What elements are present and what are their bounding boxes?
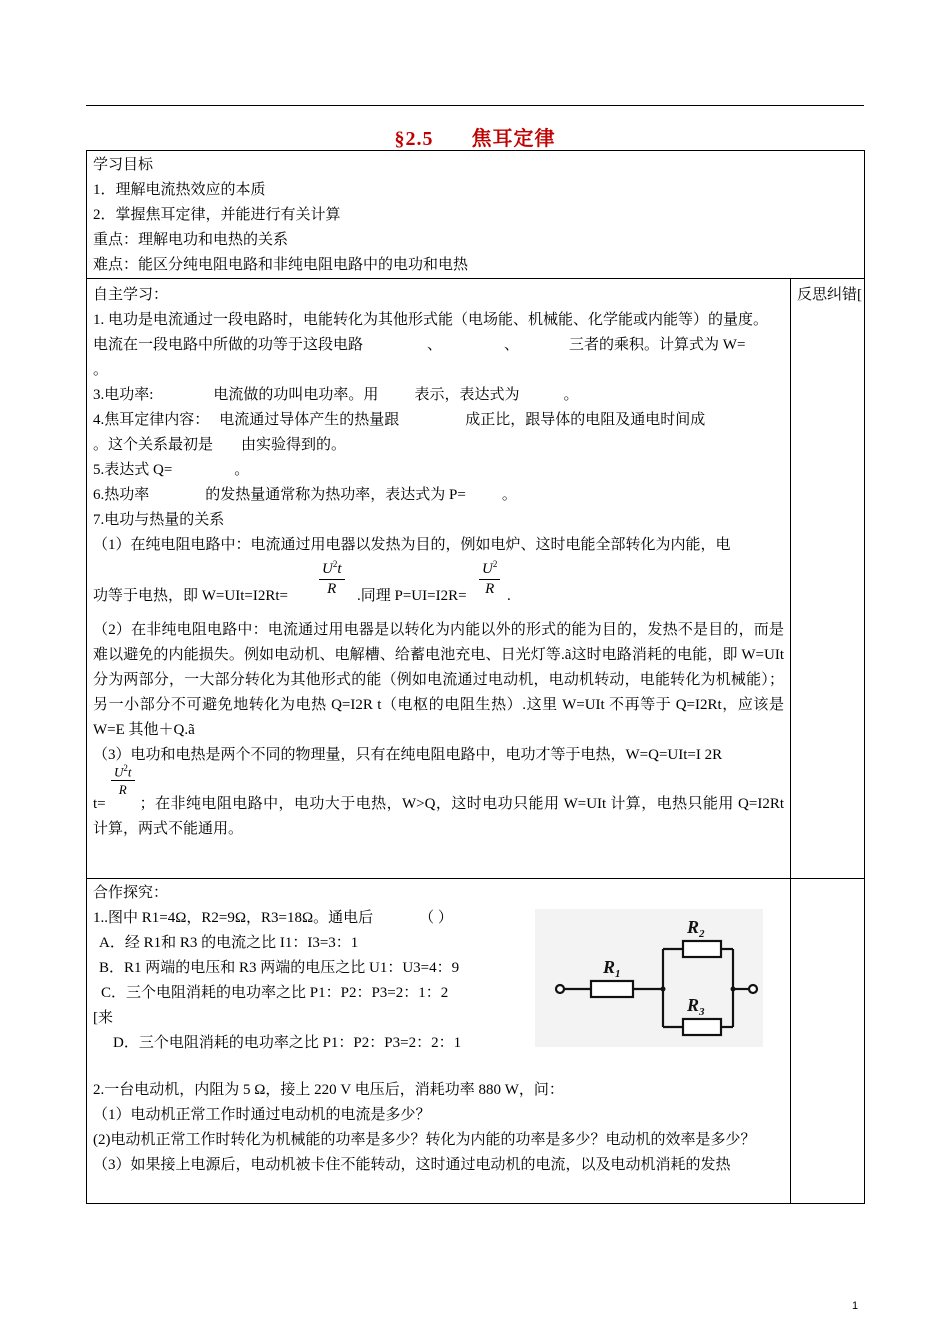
fraction-u2t-over-r-small: $\frac{U^2t}{R}$ <box>111 764 135 796</box>
goal-item: 难点：能区分纯电阻电路和非纯电阻电路中的电功和电热 <box>93 257 469 273</box>
header-rule <box>86 105 864 106</box>
title-text: 焦耳定律 <box>471 128 556 150</box>
goal-item: 2．掌握焦耳定律，并能进行有关计算 <box>93 207 341 223</box>
para-joule-law: 4.焦耳定律内容： 电流通过导体产生的热量跟 成正比，跟导体的电阻及通电时间成 <box>93 412 706 428</box>
case-2: （2）在非纯电阻电路中：电流通过用电器是以转化为内能以外的形式的能为目的，发热不是目的，而是难以避免的内能损失。例如电动机、电解槽、给蓄电池充电、日光灯等.ã这时电路消耗的电能，即 W=UIt 分为两部分，一大部分转化为其他形式的能（例如电流通过电动机，电动机转动，电能转化为机械能）；另一小部分不可避免地转化为电热 Q=I2R t（电枢的电阻生热）.这里 W=UIt 不再等于 Q=I2Rt，应该是 W=E 其他＋Q.ã <box>93 622 784 738</box>
coop-heading: 合作探究： <box>93 885 169 901</box>
option-c: C．三个电阻消耗的电功率之比 P1：P2：P3=2：1：2 <box>101 985 449 1001</box>
resistor-r1 <box>591 981 633 997</box>
case-1-line-1: （1）在纯电阻电路中：电流通过用电器以发热为目的，例如电炉、这时电能全部转化为内能，电 <box>93 537 731 553</box>
page-title <box>0 122 950 151</box>
fraction-u2-over-r: $\frac{U^2}{R}$ <box>479 560 500 597</box>
para-power: 3.电功率: 电流做的功叫电功率。用 表示，表达式为 。 <box>93 387 579 403</box>
question-2-part-2: (2)电动机正常工作时转化为机械能的功率是多少？转化为内能的功率是多少？电动机的效率是多少？ <box>93 1132 756 1148</box>
option-b: B．R1 两端的电压和 R3 两端的电压之比 U1：U3=4：9 <box>99 960 460 976</box>
goal-item: 1．理解电流热效应的本质 <box>93 182 266 198</box>
page-number: 1 <box>852 1300 859 1312</box>
option-a: A．经 R1和 R3 的电流之比 I1：I3=3：1 <box>99 935 359 951</box>
option-d: D．三个电阻消耗的电功率之比 P1：P2：P3=2：2：1 <box>113 1035 462 1051</box>
goal-item: 重点：理解电功和电热的关系 <box>93 232 289 248</box>
reflection-cell <box>791 279 865 879</box>
r2-label: $R_2$ <box>687 917 705 940</box>
para-expression: 5.表达式 Q= 。 <box>93 462 250 478</box>
question-2: 2.一台电动机，内阻为 5 Ω，接上 220 V 电压后，消耗功率 880 W，问： <box>93 1082 564 1098</box>
para-work-formula: 电流在一段电路中所做的功等于这段电路 、 、 三者的乘积。计算式为 W= <box>93 337 746 353</box>
self-study-row <box>87 279 865 879</box>
case-3-line-1: （3）电功和电热是两个不同的物理量，只有在纯电阻电路中，电功才等于电热，W=Q=UIt=I 2R <box>93 747 723 763</box>
fraction-u2t-over-r: $\frac{U^2t}{R}$ <box>319 560 345 597</box>
section-number: §2.5 <box>394 128 434 150</box>
resistor-r3 <box>683 1019 721 1035</box>
reflection-label: 反思纠错[ <box>797 287 862 303</box>
r1-label: $R_1$ <box>603 957 621 980</box>
question-2-part-3: （3）如果接上电源后，电动机被卡住不能转动，这时通过电动机的电流，以及电动机消耗的发热 <box>93 1157 731 1173</box>
para-electric-work: 1. 电功是电流通过一段电路时，电能转化为其他形式能（电场能、机械能、化学能或内能等）的量度。 <box>93 312 769 328</box>
r3-label: $R_3$ <box>687 995 705 1018</box>
goals-cell <box>87 151 865 279</box>
coop-reflection-cell <box>791 879 865 1204</box>
para-relation-heading: 7.电功与热量的关系 <box>93 512 225 528</box>
option-c-source: [来 <box>93 1010 113 1026</box>
para-heat-power: 6.热功率 的发热量通常称为热功率，表达式为 P= 。 <box>93 487 517 503</box>
case-1-line-2: 功等于电热，即 W=UIt=I2Rt= $\frac{U^2t}{R}$ .同理 P=UI=I2R= $\frac{U^2}{R}$ . <box>93 559 511 604</box>
self-study-cell: 自主学习： 1. 电功是电流通过一段电路时，电能转化为其他形式能（电场能、机械能、化学能或内能等）的量度。 电流在一段电路中所做的功等于这段电路 、 、 三者的乘积。计算式为 W= 。 3.电功率: 电流做的功叫电功率。用 表示，表达式为 。 4.焦耳定律内容： 电流通过导体产生的热量跟 成正比，跟导体的电阻及通电时间成 。这个关系最初是 由实验得到的。 5.表达式 Q= 。 6.热功率 的发热量通常称为热功率，表达式为 P= 。 7.电功与热量的关系 （1）在纯电阻电路中：电流通过用电器以发热为目的，例如电炉、这时电能全部转化为内能，电 功等于电热，即 W=UIt=I2Rt= $\frac{U^2t}{R}$ .同理 P=UI=I2R= $\frac{U^2}{R}$ . （2）在非纯电阻电路中：电流通过用电器是以转化为内能以外的形式的能为目的，发热不是目的，而是难以避免的内能损失。例如电动机、电解槽、给蓄电池充电、日光灯等.ã这时电路消耗的电能，即 W=UIt 分为两部分，一大部分转化为其他形式的能（例如电流通过电动机，电动机转动，电能转化为机械能）；另一小部分不可避免地转化为电热 Q=I2R t（电枢的电阻生热）.这里 W=UIt 不再等于 Q=I2Rt，应该是 W=E 其他＋Q.ã （3）电功和电热是两个不同的物理量，只有在纯电阻电路中，电功才等于电热，W=Q=UIt=I 2R $\frac{U^2t}{R}$ t= ；在非纯电阻电路中，电功大于电热，W>Q，这时电功只能用 W=UIt 计算，电热只能用 Q=I2Rt 计算，两式不能通用。 <box>87 279 791 879</box>
self-study-heading: 自主学习： <box>93 287 169 303</box>
case-3-line-3: t= ；在非纯电阻电路中，电功大于电热，W>Q，这时电功只能用 W=UIt 计算，电热只能用 Q=I2Rt 计算，两式不能通用。 <box>93 796 784 837</box>
resistor-r2 <box>683 941 721 957</box>
circuit-diagram <box>535 909 763 1047</box>
question-2-part-1: （1）电动机正常工作时通过电动机的电流是多少？ <box>93 1107 431 1123</box>
goals-heading: 学习目标 <box>93 157 154 173</box>
goals-row <box>87 151 865 279</box>
case-3-line-2 <box>93 763 784 798</box>
question-1: 1..图中 R1=4Ω，R2=9Ω，R3=18Ω。通电后 （ ） <box>93 910 453 926</box>
